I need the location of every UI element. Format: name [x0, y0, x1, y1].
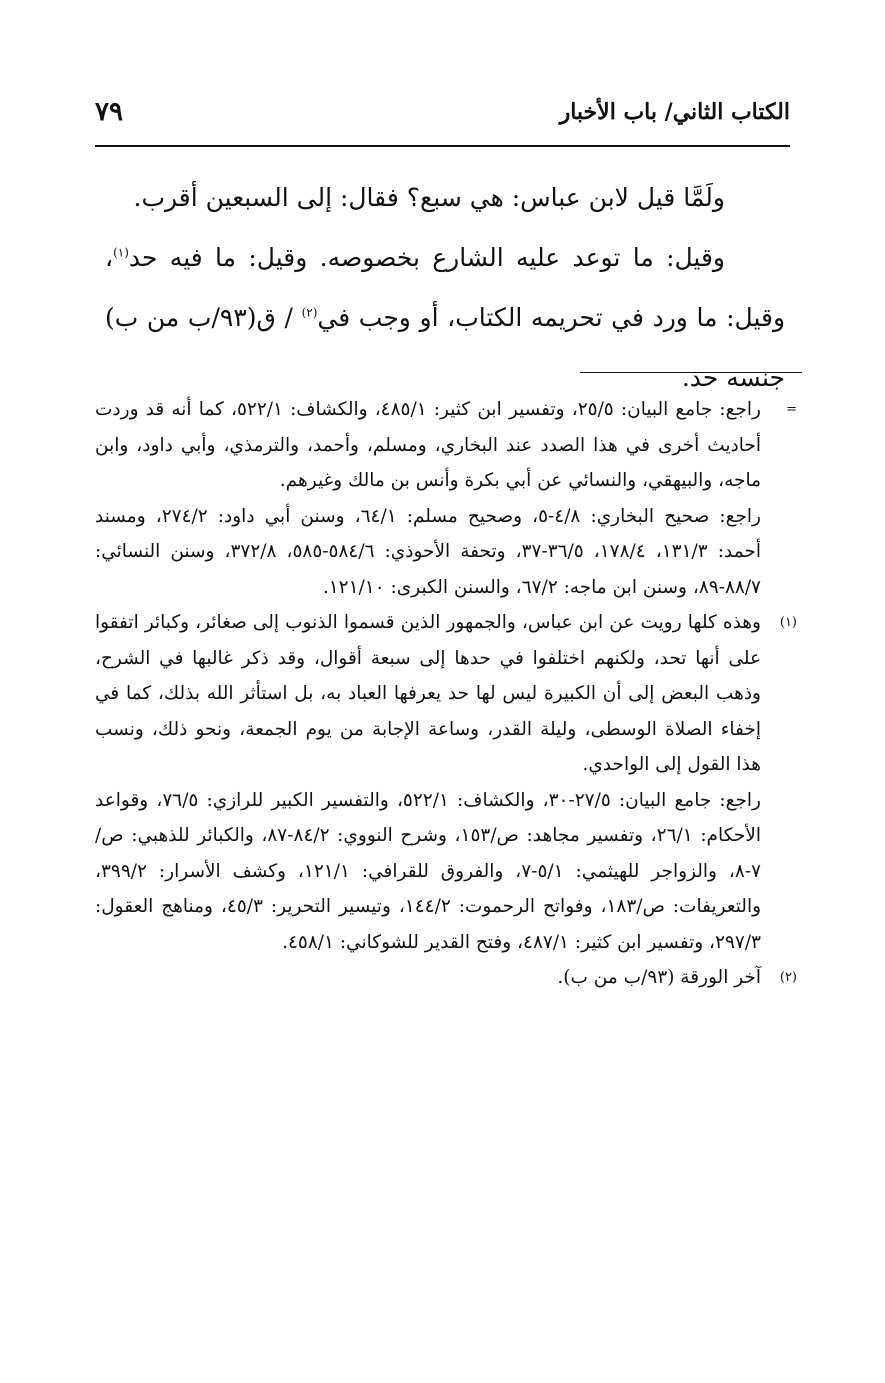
paragraph-2-part-c: / ق(٩٣/ب من ب) جنسه حد.	[105, 303, 785, 392]
footnote-continuation-refs: راجع: صحيح البخاري: ٤/٨-٥، وصحيح مسلم: ٦٤/١، وسنن أبي داود: ٢٧٤/٢، ومسند أحمد: ١٣١/٣، ١٧٨/٤، ٣٦/٥-٣٧، وتحفة الأحوذي: ٥٨٤/٦-٥٨٥، ٣٧٢/٨، وسنن النسائي: ٨٨/٧-٨٩، وسنن ابن ماجه: ٦٧/٢، والسنن الكبرى: ١٢١/١٠.	[95, 505, 761, 598]
page-header	[95, 92, 790, 132]
footnote-2	[95, 960, 797, 996]
paragraph-2-part-a: وقيل: ما توعد عليه الشارع بخصوصه. وقيل: ما فيه حد	[128, 243, 725, 272]
paragraph-1: ولَمَّا قيل لابن عباس: هي سبع؟ فقال: إلى السبعين أقرب.	[133, 183, 725, 212]
footnote-continuation-text: راجع: جامع البيان: ٢٥/٥، وتفسير ابن كثير: ٤٨٥/١، والكشاف: ٥٢٢/١، كما أنه قد وردت أحاديث أخرى في هذا الصدد عند البخاري، ومسلم، وأحمد، والترمذي، وأبي داود، وابن ماجه، والبيهقي، والنسائي عن أبي بكرة وأنس بن مالك وغيرهم.	[95, 399, 761, 491]
footnote-1-refs: راجع: جامع البيان: ٢٧/٥-٣٠، والكشاف: ٥٢٢/١، والتفسير الكبير للرازي: ٧٦/٥، وقواعد الأحكام: ٢٦/١، وتفسير مجاهد: ص/١٥٣، وشرح النووي: ٨٤/٢-٨٧، والكبائر للذهبي: ص/٧-٨، والزواجر للهيثمي: ٥/١-٧، والفروق للقرافي: ١٢١/١، وكشف الأسرار: ٣٩٩/٢، والتعريفات: ص/١٨٣، وفواتح الرحموت: ١٤٤/٢، وتيسير التحرير: ٤٥/٣، ومناهج العقول: ٢٩٧/٣، وتفسير ابن كثير: ٤٨٧/١، وفتح القدير للشوكاني: ٤٥٨/١.	[95, 789, 762, 953]
footnote-2-marker: (٢)	[779, 970, 797, 985]
header-divider	[95, 145, 790, 147]
paragraph-2-part-b: ، وقيل: ما ورد في تحريمه الكتاب، أو وجب في	[105, 243, 786, 332]
footnote-1-text: وهذه كلها رويت عن ابن عباس، والجمهور الذين قسموا الذنوب إلى صغائر، وكبائر اتفقوا على أنها تحد، ولكنهم اختلفوا في حدها إلى سبعة أقوال، وقد ذكر غالبها في الشرح، وذهب البعض إلى أن الكبيرة ليس لها حد يعرفها العباد به، بل استأثر الله بذلك، كما في إخفاء الصلاة الوسطى، وليلة القدر، وساعة الإجابة من يوم الجمعة، ونحو ذلك، ونسب هذا القول إلى الواحدي.	[95, 612, 761, 775]
footnote-ref-2: (٢)	[301, 305, 318, 320]
footnote-continuation	[95, 392, 797, 605]
footnote-1-marker: (١)	[779, 615, 797, 630]
running-head: الكتاب الثاني/ باب الأخبار	[559, 99, 790, 125]
page-number: ٧٩	[95, 97, 123, 127]
footnote-1	[95, 605, 797, 960]
continuation-marker: =	[786, 402, 797, 417]
footnote-2-text: آخر الورقة (٩٣/ب من ب).	[557, 967, 761, 988]
footnote-ref-1: (١)	[113, 245, 129, 260]
footnote-divider	[580, 372, 802, 373]
paragraph-2	[105, 228, 785, 408]
footnotes	[95, 392, 797, 996]
